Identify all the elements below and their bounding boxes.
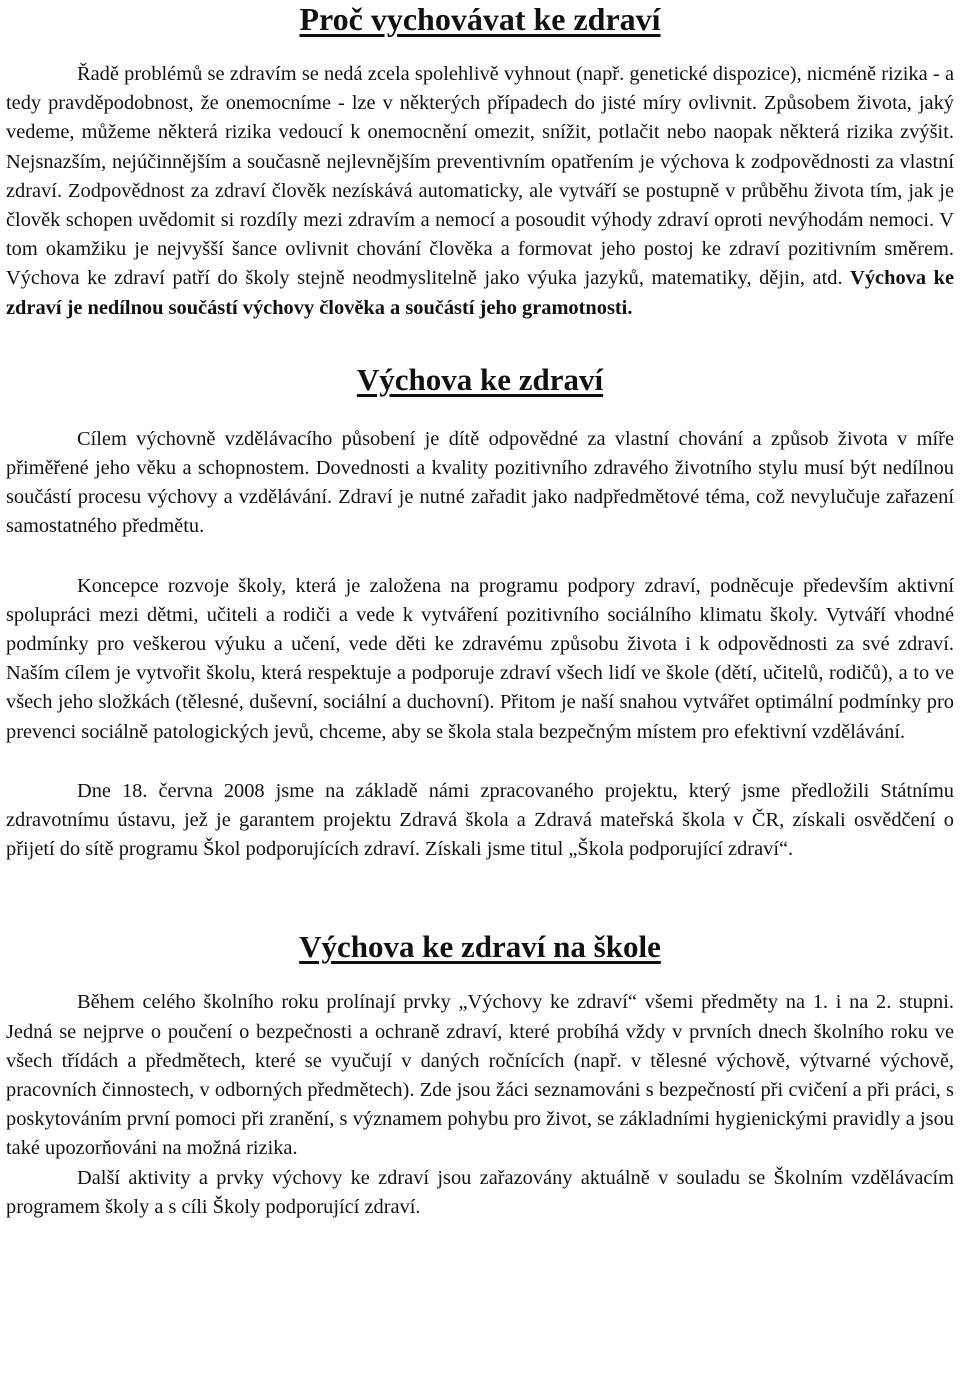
paragraph-koncepce: Koncepce rozvoje školy, která je založena na programu podpory zdraví, podněcuje především aktivní spolupráci mezi dětmi, učiteli a rodiči a vede k vytváření pozitivního sociálního klimatu školy. Vytváří vhodné podmínky pro veškerou výuku a učení, vede děti ke zdravému způsobu života i k odpovědnosti za své zdraví. Naším cílem je vytvořit školu, která respektuje a podporuje zdraví všech lidí ve škole (dětí, učitelů, rodičů), a to ve všech jeho složkách (tělesné, duševní, sociální a duchovní). Přitom je naší snahou vytvářet optimální podmínky pro prevenci sociálně patologických jevů, chceme, aby se škola stala bezpečným místem pro efektivní vzdělávání. <box>6 574 954 743</box>
paragraph-dalsi: Další aktivity a prvky výchovy ke zdraví jsou zařazovány aktuálně v souladu se Školním vzdělávacím programem školy a s cíli Školy podporující zdraví. <box>6 1166 954 1218</box>
page-title: Proč vychovávat ke zdraví <box>299 1 661 37</box>
intro-bold-sentence: Výchova ke zdraví je nedílnou součástí výchovy člověka a součástí jeho gramotnosti. <box>6 267 954 319</box>
intro-text: Řadě problémů se zdravím se nedá zcela spolehlivě vyhnout (např. genetické dispozice), nicméně rizika - a tedy pravděpodobnost, že onemocníme - lze v některých případech do jisté míry ovlivnit. Způsobem života, jaký vedeme, můžeme některá rizika vedoucí k onemocnění omezit, snížit, potlačit nebo naopak některá rizika zvýšit. Nejsnazším, nejúčinnějším a současně nejlevnějším preventivním opatřením je výchova k zodpovědnosti za vlastní zdraví. Zodpovědnost za zdraví člověk nezískává automaticky, ale vytváří se postupně v průběhu života tím, jak je člověk schopen uvědomit si rozdíly mezi zdravím a nemocí a posoudit výhody zdraví oproti nevýhodám nemoci. V tom okamžiku je nejvyšší šance ovlivnit chování člověka a formovat jeho postoj ke zdraví pozitivním směrem. Výchova ke zdraví patří do školy stejně neodmyslitelně jako výuka jazyků, matematiky, dějin, atd. <box>6 63 954 290</box>
section-heading-skola: Výchova ke zdraví na škole <box>299 929 661 965</box>
intro-paragraph <box>6 60 954 323</box>
document-page <box>6 0 954 1222</box>
section-heading-vychova: Výchova ke zdraví <box>356 361 604 397</box>
paragraph-behem: Během celého školního roku prolínají prvky „Výchovy ke zdraví“ všemi předměty na 1. i na 2. stupni. Jedná se nejprve o poučení o bezpečnosti a ochraně zdraví, které probíhá vždy v prvních dnech školního roku ve všech třídách a předmětech, které se vyučují v daných ročnících (např. v tělesné výchově, výtvarné výchově, pracovních činnostech, v odborných předmětech). Zde jsou žáci seznamováni s bezpečností při cvičení a při práci, s poskytováním první pomoci při zranění, s významem pohybu pro život, se základními hygienickými pravidly a jsou také upozorňováni na možná rizika. <box>6 991 954 1160</box>
paragraph-cilem: Cílem výchovně vzdělávacího působení je dítě odpovědné za vlastní chování a způsob života v míře přiměřené jeho věku a schopnostem. Dovednosti a kvality pozitivního zdravého životního stylu musí být nedílnou součástí procesu výchovy a vzdělávání. Zdraví je nutné zařadit jako nadpředmětové téma, což nevylučuje zařazení samostatného předmětu. <box>6 427 954 538</box>
paragraph-dne: Dne 18. června 2008 jsme na základě námi zpracovaného projektu, který jsme předložili Státnímu zdravotnímu ústavu, jež je garantem projektu Zdravá škola a Zdravá mateřská škola v ČR, získali osvědčení o přijetí do sítě programu Škol podporujících zdraví. Získali jsme titul „Škola podporující zdraví“. <box>6 779 954 861</box>
